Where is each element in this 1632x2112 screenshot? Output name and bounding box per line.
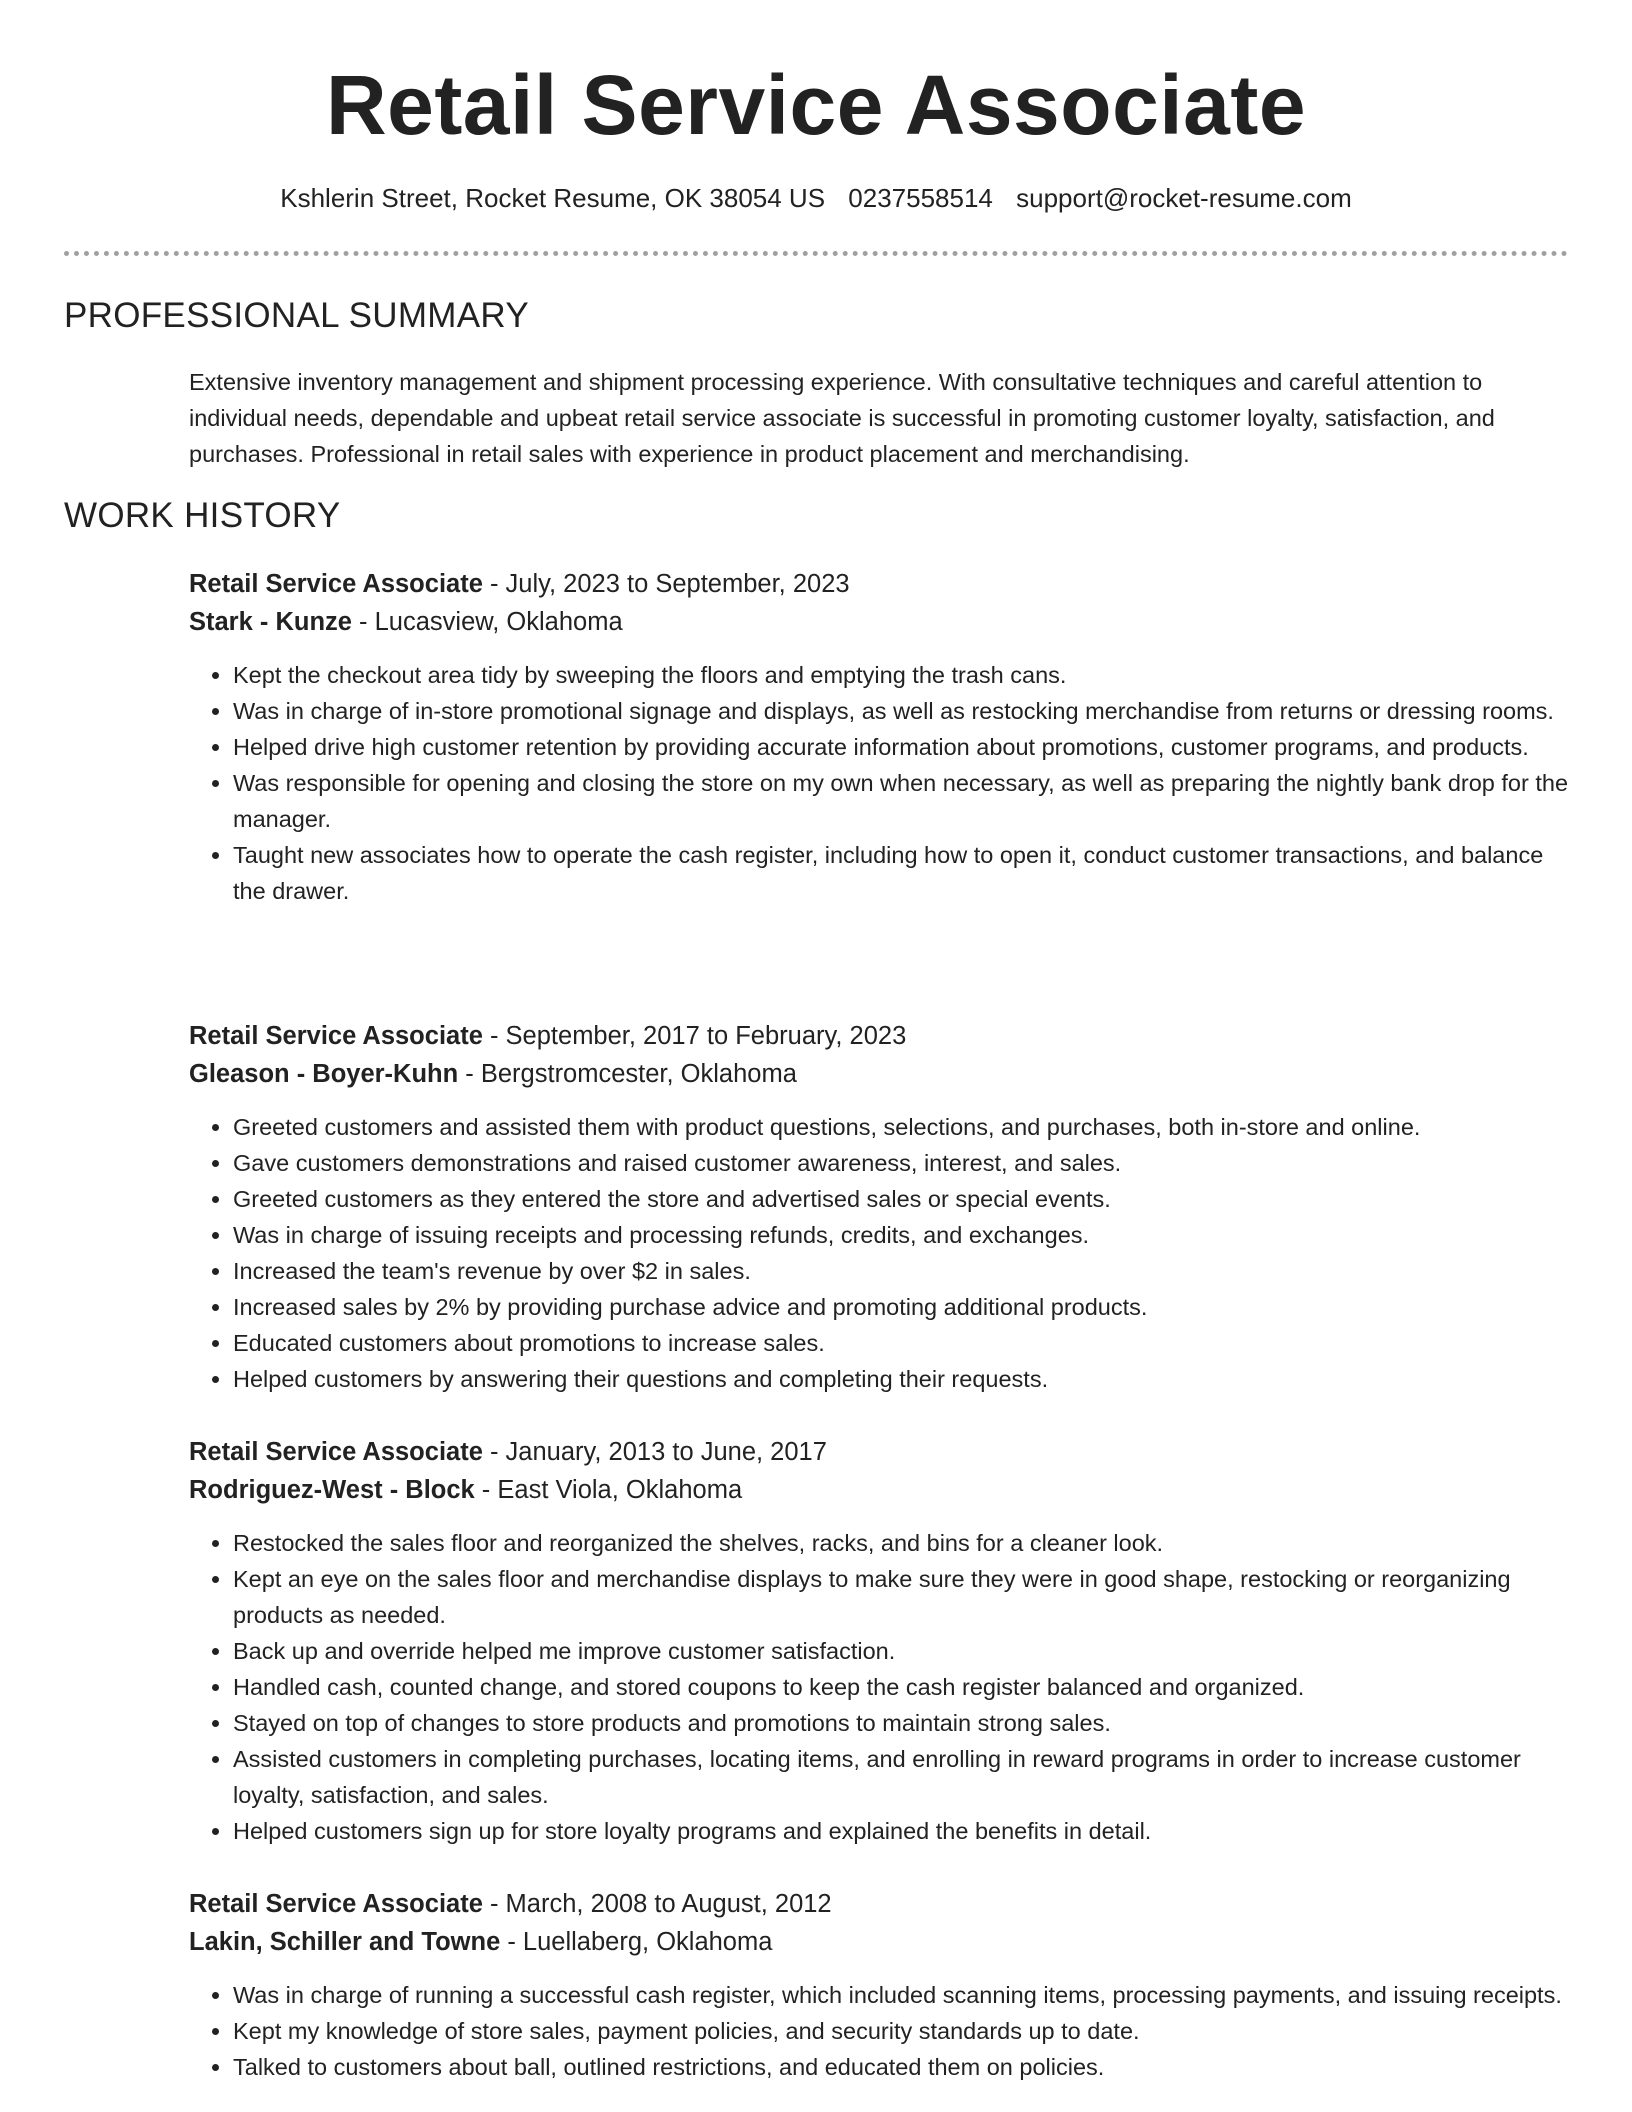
job-bullet: • Assisted customers in completing purchases, locating items, and enrolling in reward programs in order to increase customer loyalty, satisfaction, and sales. <box>233 1741 1569 1813</box>
job-bullet: • Kept the checkout area tidy by sweeping the floors and emptying the trash cans. <box>233 657 1569 693</box>
job-title-line <box>189 1017 1569 1055</box>
job-bullets <box>189 1109 1569 1397</box>
contact-line <box>0 178 1632 218</box>
contact-phone: 0237558514 <box>848 183 993 213</box>
job-bullet: • Restocked the sales floor and reorganized the shelves, racks, and bins for a cleaner look. <box>233 1525 1569 1561</box>
job-bullet: • Helped customers sign up for store loyalty programs and explained the benefits in detail. <box>233 1813 1569 1849</box>
job-company-line <box>189 1471 1569 1509</box>
job-location: - Luellaberg, Oklahoma <box>500 1928 773 1956</box>
job-role: Retail Service Associate <box>189 1022 483 1050</box>
job-title-line <box>189 1433 1569 1471</box>
job-company-line <box>189 1923 1569 1961</box>
contact-address: Kshlerin Street, Rocket Resume, OK 38054 US <box>280 183 826 213</box>
job-dates: - July, 2023 to September, 2023 <box>482 570 850 598</box>
job-bullet: • Kept an eye on the sales floor and merchandise displays to make sure they were in good shape, restocking or reorganizing products as needed. <box>233 1561 1569 1633</box>
summary-text: Extensive inventory management and shipment processing experience. With consultative techniques and careful attention to individual needs, dependable and upbeat retail service associate is successful in promoting customer loyalty, satisfaction, and purchases. Professional in retail sales with experience in product placement and merchandising. <box>189 369 1495 467</box>
job-bullet: • Back up and override helped me improve customer satisfaction. <box>233 1633 1569 1669</box>
job-entry <box>189 1885 1569 2085</box>
header-divider <box>64 251 1568 256</box>
job-location: - East Viola, Oklahoma <box>474 1476 743 1504</box>
summary-heading: PROFESSIONAL SUMMARY <box>64 296 529 335</box>
job-bullet: • Greeted customers as they entered the store and advertised sales or special events. <box>233 1181 1569 1217</box>
job-dates: - January, 2013 to June, 2017 <box>482 1438 827 1466</box>
job-company-line <box>189 603 1569 641</box>
job-role: Retail Service Associate <box>189 1890 483 1918</box>
job-bullet: • Taught new associates how to operate the cash register, including how to open it, conduct customer transactions, and balance the drawer. <box>233 837 1569 909</box>
job-dates: - March, 2008 to August, 2012 <box>482 1890 832 1918</box>
job-title-line <box>189 565 1569 603</box>
job-entry <box>189 1433 1569 1849</box>
job-company: Stark - Kunze <box>189 608 352 636</box>
job-bullet: • Helped customers by answering their questions and completing their requests. <box>233 1361 1569 1397</box>
job-bullet: • Gave customers demonstrations and raised customer awareness, interest, and sales. <box>233 1145 1569 1181</box>
job-bullet: • Kept my knowledge of store sales, payment policies, and security standards up to date. <box>233 2013 1569 2049</box>
job-bullet: • Handled cash, counted change, and stored coupons to keep the cash register balanced and organized. <box>233 1669 1569 1705</box>
work-history-heading: WORK HISTORY <box>64 496 341 535</box>
job-bullet: • Helped drive high customer retention by providing accurate information about promotions, customer programs, and products. <box>233 729 1569 765</box>
job-role: Retail Service Associate <box>189 570 483 598</box>
job-company-line <box>189 1055 1569 1093</box>
job-bullet: • Educated customers about promotions to increase sales. <box>233 1325 1569 1361</box>
job-bullet: • Talked to customers about ball, outlined restrictions, and educated them on policies. <box>233 2049 1569 2085</box>
job-entry <box>189 1017 1569 1397</box>
job-bullets <box>189 1525 1569 1849</box>
contact-email: support@rocket-resume.com <box>1016 183 1352 213</box>
job-bullet: • Was in charge of running a successful cash register, which included scanning items, processing payments, and issuing receipts. <box>233 1977 1569 2013</box>
job-bullet: • Increased sales by 2% by providing purchase advice and promoting additional products. <box>233 1289 1569 1325</box>
job-entry <box>189 565 1569 909</box>
job-company: Rodriguez-West - Block <box>189 1476 475 1504</box>
job-dates: - September, 2017 to February, 2023 <box>482 1022 907 1050</box>
job-bullets <box>189 657 1569 909</box>
job-title-line <box>189 1885 1569 1923</box>
job-bullet: • Greeted customers and assisted them with product questions, selections, and purchases, both in-store and online. <box>233 1109 1569 1145</box>
job-bullet: • Increased the team's revenue by over $2 in sales. <box>233 1253 1569 1289</box>
resume-name: Retail Service Associate <box>325 58 1307 152</box>
job-bullet: • Stayed on top of changes to store products and promotions to maintain strong sales. <box>233 1705 1569 1741</box>
job-bullet: • Was in charge of issuing receipts and processing refunds, credits, and exchanges. <box>233 1217 1569 1253</box>
job-company: Lakin, Schiller and Towne <box>189 1928 501 1956</box>
job-company: Gleason - Boyer-Kuhn <box>189 1060 459 1088</box>
job-location: - Bergstromcester, Oklahoma <box>458 1060 797 1088</box>
job-role: Retail Service Associate <box>189 1438 483 1466</box>
job-bullet: • Was responsible for opening and closing the store on my own when necessary, as well as preparing the nightly bank drop for the manager. <box>233 765 1569 837</box>
job-location: - Lucasview, Oklahoma <box>351 608 623 636</box>
job-bullets <box>189 1977 1569 2085</box>
job-bullet: • Was in charge of in-store promotional signage and displays, as well as restocking merchandise from returns or dressing rooms. <box>233 693 1569 729</box>
